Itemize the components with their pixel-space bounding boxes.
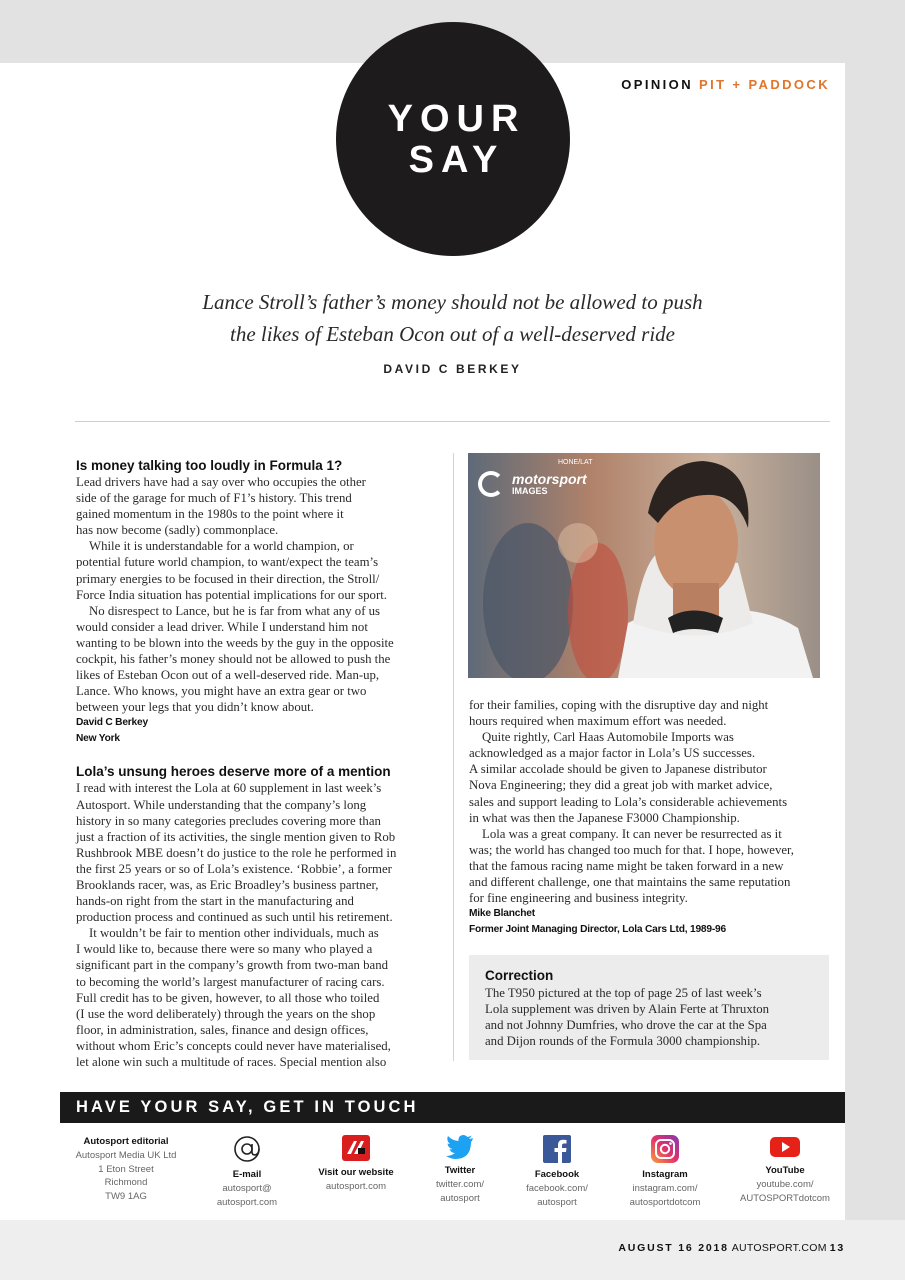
contact-line: twitter.com/ [435,1178,485,1190]
text-line: and different challenge, one that maintains the same reputation [469,875,791,890]
masthead-line-2: SAY [408,139,505,181]
text-line: Full credit has to be given, however, to all those who toiled [76,990,380,1005]
correction-text [485,985,813,1049]
footer-page-number: 13 [829,1242,845,1254]
contact-line: 1 Eton Street [98,1163,154,1175]
facebook-icon [543,1135,571,1163]
text-line: and Dijon rounds of the Formula 3000 championship. [485,1034,761,1049]
standfirst-author: DAVID C BERKEY [383,362,522,376]
letter-2-paragraph-1 [76,780,441,925]
text-line: production process and continued as such until his retirement. [76,910,393,925]
letter-1-paragraph-2 [76,538,441,602]
text-line: history in so many categories precludes covering more than [76,813,381,828]
contact-facebook-label: Facebook [534,1169,580,1180]
contact-line: autosportdotcom [629,1196,701,1208]
text-line: the first 25 years or so of Lola’s existence. ‘Robbie’, a former [76,861,392,876]
letter-1-heading: Is money talking too loudly in Formula 1? [76,458,343,473]
autosport-logo-icon [342,1135,370,1161]
text-line: No disrespect to Lance, but he is far from what any of us [89,603,381,618]
letter-1-paragraph-1 [76,474,441,538]
text-line: I read with interest the Lola at 60 supplement in last week’s [76,781,382,796]
photo-credit: HONE/LAT [558,459,593,466]
left-column [76,457,441,1070]
motorsport-ring-icon [478,471,504,497]
driver-photo [468,453,820,678]
instagram-icon [651,1135,679,1163]
text-line: (I use the word deliberately) through the years on the shop [76,1006,376,1021]
your-say-masthead [336,22,570,256]
text-line: Lance. Who knows, you might have an extra gear or two [76,684,367,699]
contact-line: facebook.com/ [526,1182,588,1194]
logo-line-2: IMAGES [512,485,548,496]
contact-website-label: Visit our website [318,1167,394,1178]
section-label-opinion: OPINION [621,77,693,92]
youtube-icon [770,1135,800,1159]
section-tag [621,77,830,92]
correction-box [469,955,829,1060]
contact-line: autosport.com [216,1196,278,1208]
logo-line-1: motorsport [512,470,587,487]
letter-2-paragraph-5 [469,826,831,906]
text-line: potential future world champion, to want/expect the team’s [76,555,379,570]
letter-1-paragraph-3 [76,603,441,716]
correction-heading: Correction [485,968,554,983]
text-line: that the famous racing name might be taken forward in a new [469,858,784,873]
contact-editorial [70,1135,182,1204]
text-line: for their families, coping with the disruptive day and night [469,698,769,712]
letter-2-heading: Lola’s unsung heroes deserve more of a mention [76,764,391,780]
contact-twitter-label: Twitter [444,1165,476,1176]
contact-line: Autosport Media UK Ltd [75,1149,177,1161]
footer-date: AUGUST 16 2018 [618,1242,729,1254]
letter-2-paragraph-2 [76,925,441,1070]
text-line: significant part in the company’s growth from two-man band [76,958,389,973]
letter-1-signature-name: David C Berkey [76,717,148,729]
text-line: would consider a lead driver. While I understand him not [76,619,368,634]
text-line: without whom Eric’s concepts could never have materialised, [76,1038,391,1053]
text-line: Brooklands racer, was, as Eric Broadley’s business partner, [76,877,379,892]
text-line: A similar accolade should be given to Japanese distributor [469,762,767,777]
text-line: for fine engineering and business integrity. [469,891,688,906]
text-line: Lola was a great company. It can never be resurrected as it [482,826,782,841]
contact-bar-title: HAVE YOUR SAY, GET IN TOUCH [60,1092,845,1123]
contact-line: autosport [537,1196,577,1208]
standfirst-line-2: the likes of Esteban Ocon out of a well-deserved ride [230,322,675,346]
letter-1-signature-place: New York [76,733,120,745]
contact-instagram-label: Instagram [642,1169,688,1180]
contact-line: autosport [440,1192,480,1204]
motorsport-images-logo [478,471,587,497]
text-line: was; the world has changed too much for that. I hope, however, [469,842,795,857]
text-line: While it is understandable for a world champion, or [89,539,354,554]
text-line: primary energies to be focused in their direction, the Stroll/ [76,571,380,586]
contact-email[interactable] [197,1135,297,1209]
divider-rule [75,421,830,422]
text-line: gained momentum in the 1980s to the point where it [76,507,344,522]
text-line: likes of Esteban Ocon out of a well-deserved ride. Man-up, [76,668,380,683]
text-line: I would like to, because there were so many who played a [76,942,373,957]
column-divider [453,453,454,1061]
contact-line: autosport.com [325,1180,387,1192]
text-line: The T950 pictured at the top of page 25 of last week’s [485,986,762,1000]
twitter-icon [446,1135,474,1159]
text-line: let alone win such a multitude of races. Special mention also [76,1055,387,1069]
contact-twitter[interactable] [420,1135,500,1205]
text-line: between your legs that you didn’t know about. [76,700,314,715]
letter-2-signature-role: Former Joint Managing Director, Lola Cars Ltd, 1989-96 [469,924,726,936]
text-line: Lead drivers have had a say over who occupies the other [76,475,366,489]
standfirst [150,286,755,350]
letter-2-paragraph-3 [469,697,831,729]
text-line: Autosport. While understanding that the company’s long [76,797,367,812]
contact-line: AUTOSPORTdotcom [740,1192,830,1204]
text-line: Nova Engineering; they did a great job with market advice, [469,778,773,793]
contact-youtube[interactable] [730,1135,840,1205]
contact-line: TW9 1AG [105,1191,147,1203]
text-line: hands-on right from the start in the manufacturing and [76,894,354,909]
text-line: cockpit, his father’s money should not be allowed to push the [76,652,391,667]
text-line: acknowledged as a major factor in Lola’s US successes. [469,746,756,761]
standfirst-line-1: Lance Stroll’s father’s money should not be allowed to push [202,290,703,314]
contact-line: youtube.com/ [756,1178,814,1190]
text-line: in what was then the Japanese F3000 Championship. [469,810,740,825]
contact-email-label: E-mail [232,1169,262,1180]
contact-facebook[interactable] [512,1135,602,1209]
contact-line: Richmond [104,1177,148,1189]
contact-youtube-label: YouTube [765,1165,805,1176]
letter-2-signature-name: Mike Blanchet [469,908,535,920]
contact-website[interactable] [306,1135,406,1194]
contact-instagram[interactable] [615,1135,715,1209]
text-line: floor, in administration, sales, finance and design offices, [76,1022,369,1037]
text-line: wanting to be blown into the weeds by the guy in the opposite [76,635,394,650]
text-line: hours required when maximum effort was needed. [469,714,727,729]
masthead-line-1: YOUR [387,98,526,140]
text-line: has now become (sadly) commonplace. [76,523,279,538]
letter-2-paragraph-4 [469,729,831,826]
text-line: and not Johnny Dumfries, who drove the car at the Spa [485,1018,767,1033]
contact-line: autosport@ [222,1182,272,1194]
page-footer [618,1242,845,1254]
text-line: Force India situation has potential implications for our sport. [76,587,387,602]
contact-editorial-label: Autosport editorial [83,1136,169,1147]
text-line: to becoming the world’s largest manufacturer of racing cars. [76,974,385,989]
right-column [469,697,831,938]
text-line: sales and support leading to Lola’s considerable achievements [469,794,788,809]
text-line: It wouldn’t be fair to mention other individuals, much as [89,926,379,941]
text-line: side of the garage for much of F1’s history. This trend [76,491,352,506]
text-line: Rushbrook MBE doesn’t do justice to the role he performed in [76,845,397,860]
footer-site: AUTOSPORT.COM [731,1242,827,1254]
contact-line: instagram.com/ [632,1182,698,1194]
text-line: just a fraction of its activities, the single mention given to Rob [76,829,396,844]
section-label-pit-paddock: PIT + PADDOCK [699,77,830,92]
at-icon [233,1135,261,1163]
text-line: Quite rightly, Carl Haas Automobile Imports was [482,730,734,745]
text-line: Lola supplement was driven by Alain Ferte at Thruxton [485,1002,770,1017]
